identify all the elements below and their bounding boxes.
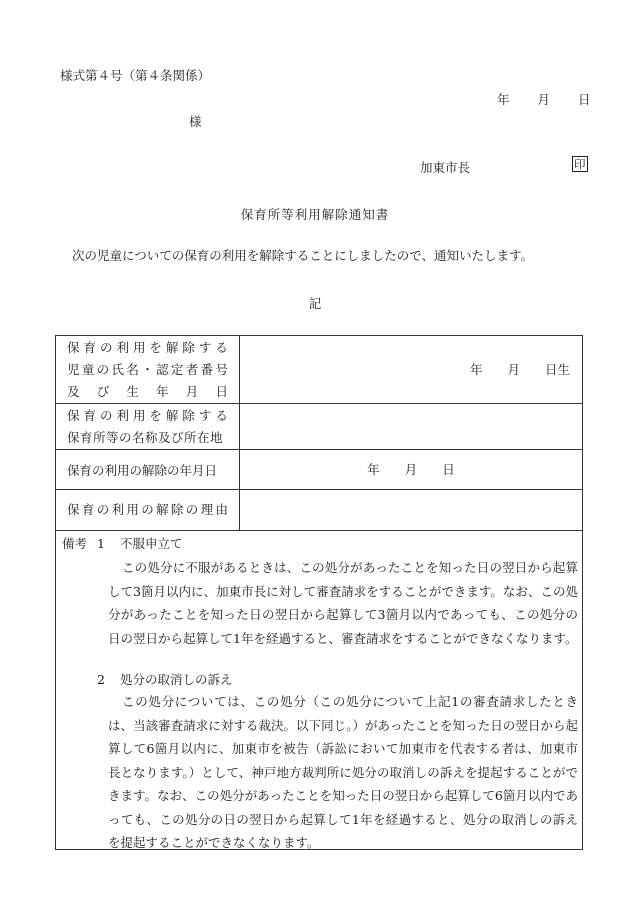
label-char: の bbox=[96, 361, 110, 377]
label-char: 用 bbox=[126, 502, 139, 517]
date-line: 年 月 日 bbox=[497, 92, 592, 107]
label-line bbox=[56, 381, 239, 403]
label-char: を bbox=[149, 339, 162, 355]
label-char: 由 bbox=[215, 502, 228, 517]
label-line bbox=[56, 337, 239, 359]
label-char: 年 bbox=[156, 383, 169, 399]
notes-section bbox=[55, 530, 583, 850]
label-char: の bbox=[99, 407, 113, 423]
label-char: 定 bbox=[170, 361, 184, 377]
label-char: 生 bbox=[126, 383, 139, 399]
label-char: 号 bbox=[215, 361, 228, 377]
issuer-name: 加東市長 bbox=[420, 160, 471, 175]
label-char: 認 bbox=[156, 361, 169, 377]
seal-mark bbox=[572, 156, 588, 172]
table-row bbox=[56, 336, 583, 404]
label-char: 用 bbox=[132, 407, 146, 423]
seal-text: 印 bbox=[574, 157, 586, 171]
label-line bbox=[56, 405, 239, 427]
label-char: す bbox=[198, 339, 212, 355]
form-table bbox=[55, 335, 583, 531]
label-char: 除 bbox=[182, 407, 195, 423]
label-char: 育 bbox=[81, 502, 95, 517]
cancel-date-field: 年 月 日 bbox=[367, 461, 455, 477]
label-char: 解 bbox=[156, 502, 169, 517]
value-facility[interactable] bbox=[240, 404, 583, 450]
note-2-text: この処分については、この処分（この処分について上記1の審査請求したときは、当該審査請求に対する裁決。以下同じ。）があったことを知った日の翌日から起算して6箇月以内に、加東市を被告（訴訟において加東市を代表する者は、加東市長となります。）として、神戸地方裁判所に処分の取消しの訴えを提起することができます。なお、この処分があったことを知った日の翌日から起算して6箇月以内であっても、この処分の日の翌日から起算して1年を経過すると、処分の取消しの訴えを提起することができなくなります。 bbox=[108, 694, 578, 850]
label-char: 育 bbox=[83, 407, 96, 423]
note-1-title: 不服申立て bbox=[120, 536, 183, 551]
table-row bbox=[56, 404, 583, 450]
label-facility bbox=[56, 404, 240, 450]
label-char: の bbox=[141, 502, 154, 517]
label-char: 除 bbox=[170, 502, 184, 517]
label-char: 利 bbox=[116, 407, 129, 423]
label-child-info bbox=[56, 336, 240, 404]
ki-mark: 記 bbox=[308, 296, 322, 311]
label-char: び bbox=[96, 383, 110, 399]
table-row bbox=[56, 450, 583, 490]
label-reason bbox=[56, 490, 240, 531]
label-char: 理 bbox=[200, 502, 214, 517]
label-char: 保 bbox=[67, 502, 80, 517]
label-char: 育 bbox=[83, 339, 96, 355]
label-char: 氏 bbox=[111, 361, 125, 377]
label-line: 保育所等の名称及び所在地 bbox=[67, 429, 224, 445]
label-char: 者 bbox=[185, 361, 199, 377]
document-title: 保育所等利用解除通知書 bbox=[240, 207, 390, 222]
note-1-number: 1 bbox=[97, 536, 105, 551]
value-reason[interactable] bbox=[240, 490, 583, 531]
label-char: を bbox=[149, 407, 162, 423]
label-char: の bbox=[99, 339, 113, 355]
value-child-info[interactable] bbox=[240, 336, 583, 404]
label-char: 解 bbox=[165, 407, 179, 423]
label-char: 名 bbox=[126, 361, 139, 377]
label-line bbox=[56, 359, 239, 381]
label-char: 保 bbox=[67, 407, 80, 423]
label-char: ・ bbox=[141, 361, 154, 377]
label-char: 解 bbox=[165, 339, 179, 355]
form-number: 様式第４号（第４条関係） bbox=[60, 68, 211, 83]
table-row bbox=[56, 490, 583, 531]
label-char: 除 bbox=[182, 339, 195, 355]
label-char: 及 bbox=[67, 383, 80, 399]
label-char: の bbox=[185, 502, 199, 517]
label-char: の bbox=[96, 502, 110, 517]
note-1-text: この処分に不服があるときは、この処分があったことを知った日の翌日から起算して3箇月以内に、加東市長に対して審査請求をすることができます。なお、この処分があったことを知った日の翌日から起算して3箇月以内であっても、この処分の日の翌日から起算して1年を経過すると、審査請求をすることができなくなります。 bbox=[108, 560, 578, 646]
note-2-title: 処分の取消しの訴え bbox=[120, 672, 233, 687]
label-char: 用 bbox=[132, 339, 146, 355]
label-char: 月 bbox=[185, 383, 199, 399]
intro-text: 次の児童についての保育の利用を解除することにしましたので、通知いたします。 bbox=[72, 248, 534, 263]
label-char: 日 bbox=[215, 383, 228, 399]
label-char: る bbox=[215, 407, 228, 423]
label-char: 保 bbox=[67, 339, 80, 355]
label-cancel-date bbox=[56, 450, 240, 490]
note-2-number: 2 bbox=[97, 672, 105, 687]
addressee-suffix: 様 bbox=[189, 114, 202, 129]
label-char: す bbox=[198, 407, 212, 423]
birthdate-field: 年 月 日生 bbox=[469, 361, 570, 377]
notes-heading: 備考 bbox=[62, 536, 88, 551]
label-char: る bbox=[215, 339, 228, 355]
label-char: 番 bbox=[200, 361, 214, 377]
label-text: 保育の利用の解除の年月日 bbox=[67, 462, 218, 478]
label-char: 利 bbox=[111, 502, 125, 517]
label-line bbox=[56, 499, 239, 521]
label-char: 児 bbox=[67, 361, 80, 377]
label-char: 童 bbox=[81, 361, 95, 377]
label-char: 利 bbox=[116, 339, 129, 355]
value-cancel-date[interactable] bbox=[240, 450, 583, 490]
